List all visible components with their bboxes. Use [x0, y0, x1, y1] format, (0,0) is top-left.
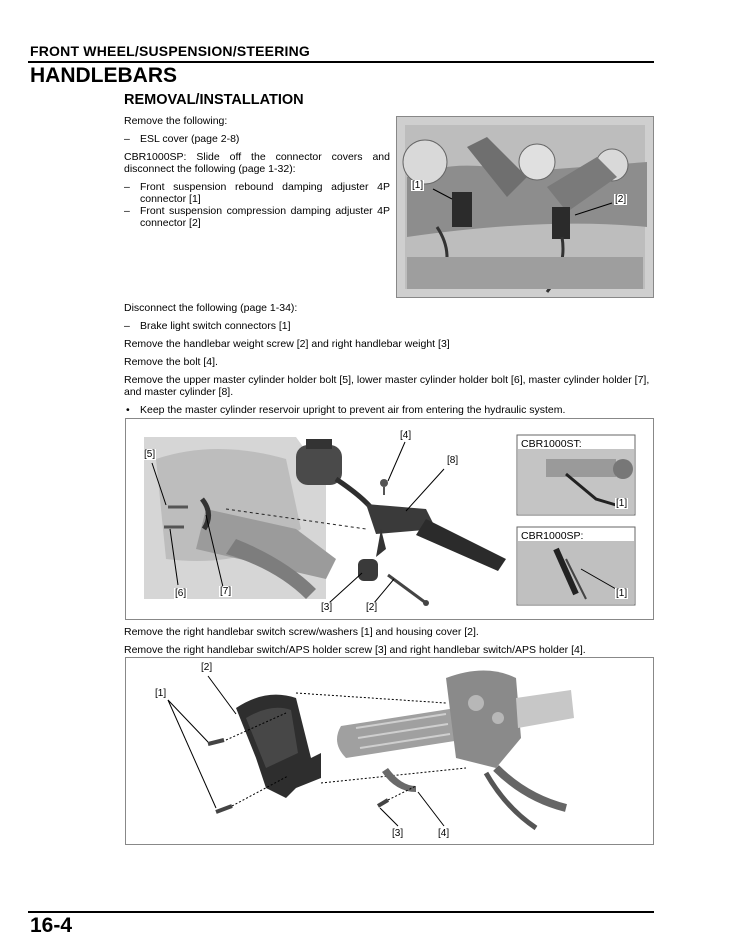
list-item: – Brake light switch connectors [1]: [124, 320, 291, 332]
callout-3: [3]: [321, 602, 333, 613]
para-text: Remove the right handlebar switch screw/washers [1] and housing cover [2].: [124, 626, 479, 638]
callout-1: [1]: [155, 688, 167, 699]
intro-text: Remove the following:: [124, 115, 228, 127]
callout-6: [6]: [175, 588, 187, 599]
bullet-note: • Keep the master cylinder reservoir upright to prevent air from entering the hydraulic system.: [126, 404, 566, 416]
para-text: Remove the handlebar weight screw [2] and right handlebar weight [3]: [124, 338, 450, 350]
sp-note-text: CBR1000SP: Slide off the connector covers and disconnect the following (page 1-32):: [124, 151, 390, 175]
figure-handlebar-switch: [125, 657, 654, 845]
bullet-text: Keep the master cylinder reservoir upright to prevent air from entering the hydraulic system.: [140, 404, 566, 416]
connectors-photo: [397, 117, 653, 297]
callout-3: [3]: [392, 828, 404, 839]
callout-4: [4]: [400, 430, 412, 441]
list-item-text: Front suspension rebound damping adjuster 4P connector [1]: [140, 181, 390, 205]
handlebar-switch-drawing: [126, 658, 653, 844]
callout-5: [5]: [144, 449, 156, 460]
header-rule: [28, 61, 654, 63]
list-item-text: Front suspension compression damping adjuster 4P connector [2]: [140, 205, 390, 229]
footer-rule: [28, 911, 654, 913]
list-item: – Front suspension compression damping adjuster 4P connector [2]: [124, 205, 390, 229]
callout-4: [4]: [438, 828, 450, 839]
callout-2: [2]: [366, 602, 378, 613]
callout-2: [2]: [201, 662, 213, 673]
subsection-title: REMOVAL/INSTALLATION: [124, 92, 304, 108]
list-item-text: ESL cover (page 2-8): [140, 133, 240, 145]
inset-st-callout-1: [1]: [616, 498, 628, 509]
page-title: HANDLEBARS: [30, 64, 177, 87]
inset-label-sp: CBR1000SP:: [521, 530, 584, 542]
inset-sp-callout-1: [1]: [616, 588, 628, 599]
callout-1: [1]: [412, 180, 424, 191]
figure-master-cylinder: [125, 418, 654, 620]
para-text: Remove the bolt [4].: [124, 356, 218, 368]
callout-7: [7]: [220, 586, 232, 597]
page-number: 16-4: [30, 914, 73, 937]
callout-8: [8]: [447, 455, 459, 466]
para-text: Remove the right handlebar switch/APS holder screw [3] and right handlebar switch/APS holder [4].: [124, 644, 586, 656]
list-item-text: Brake light switch connectors [1]: [140, 320, 291, 332]
callout-2: [2]: [615, 194, 627, 205]
list-item: – ESL cover (page 2-8): [124, 133, 240, 145]
section-heading: FRONT WHEEL/SUSPENSION/STEERING: [30, 43, 310, 59]
figure-connectors: [396, 116, 654, 298]
para-text: Disconnect the following (page 1-34):: [124, 302, 298, 314]
para-text: Remove the upper master cylinder holder bolt [5], lower master cylinder holder bolt [6], master cylinder holder [7], and master cylinder [8].: [124, 374, 650, 398]
inset-label-st: CBR1000ST:: [521, 438, 582, 450]
list-item: – Front suspension rebound damping adjuster 4P connector [1]: [124, 181, 390, 205]
